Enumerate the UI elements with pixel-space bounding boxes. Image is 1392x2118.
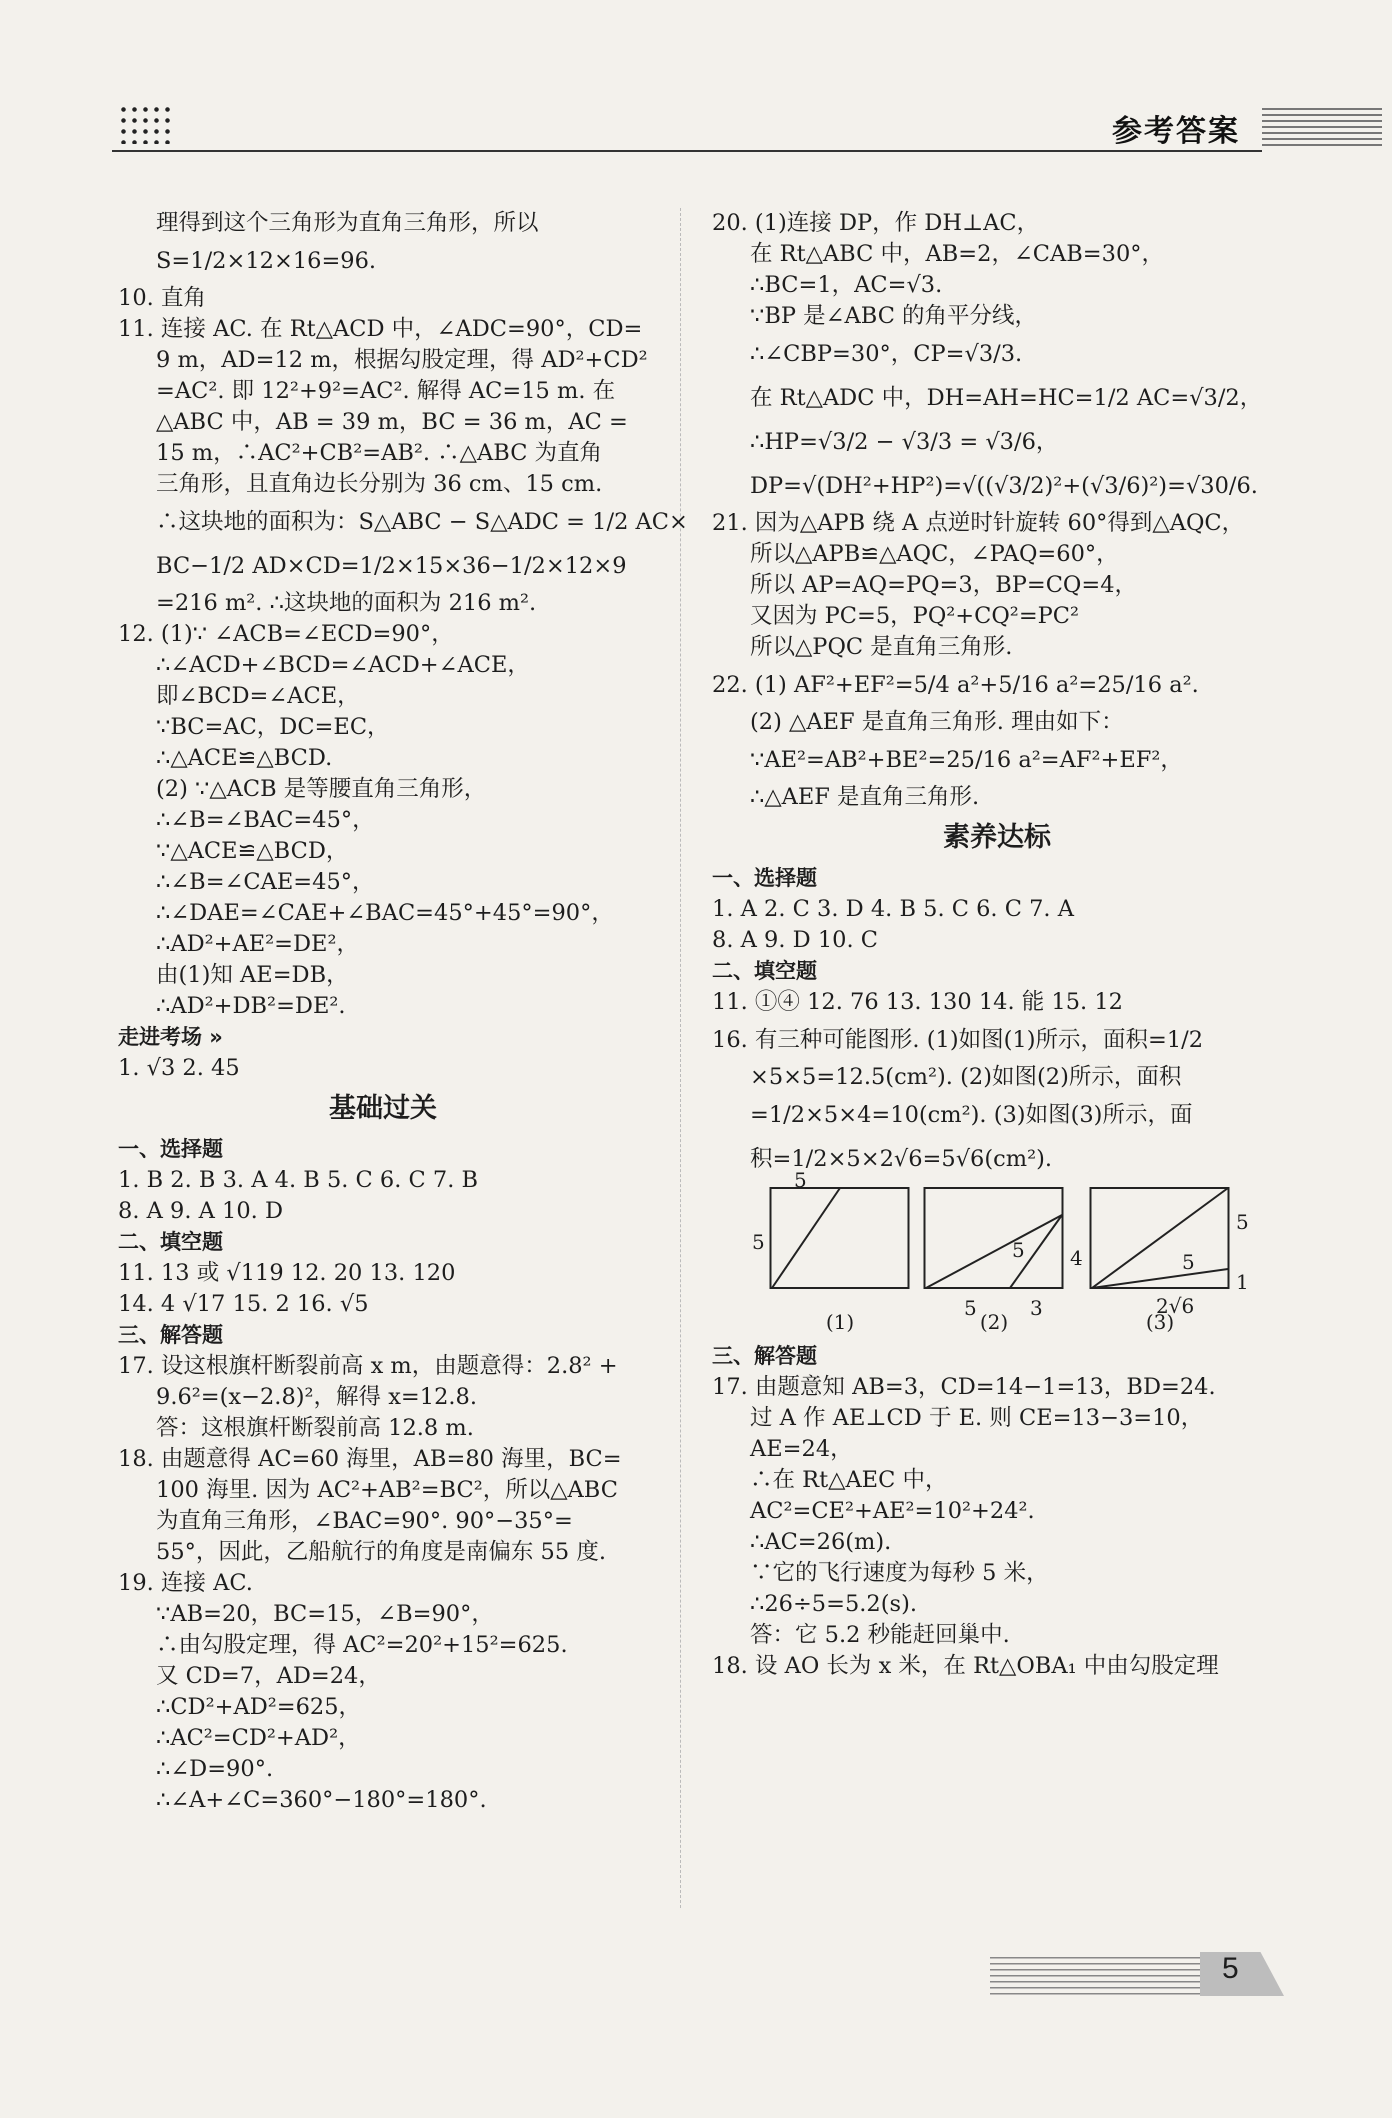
- answer-line: 即∠BCD=∠ACE，: [156, 683, 360, 709]
- answer-line: 由(1)知 AE=DB，: [156, 962, 349, 988]
- section-heading: 一、选择题: [712, 866, 817, 890]
- answer-line: =AC². 即 12²+9²=AC². 解得 AC=15 m. 在: [156, 378, 616, 404]
- answer-line: 又因为 PC=5，PQ²+CQ²=PC²: [750, 603, 1080, 629]
- answer-line: ∴AD²+AE²=DE²，: [156, 931, 360, 957]
- answer-line: 1. A 2. C 3. D 4. B 5. C 6. C 7. A: [712, 896, 1074, 922]
- answer-line: 8. A 9. A 10. D: [118, 1198, 284, 1224]
- answer-line: 9 m，AD=12 m，根据勾股定理，得 AD²+CD²: [156, 347, 648, 373]
- figure-1-caption: (1): [825, 1310, 855, 1334]
- section-title: 素养达标: [943, 822, 1051, 853]
- answer-line: ∴26÷5=5.2(s).: [750, 1591, 918, 1617]
- answer-line: =216 m². ∴这块地的面积为 216 m².: [156, 590, 537, 616]
- answer-line: ∵BP 是∠ABC 的角平分线，: [750, 303, 1038, 329]
- answer-line: △ABC 中，AB = 39 m，BC = 36 m，AC =: [156, 409, 628, 435]
- header-title: 参考答案: [1112, 114, 1240, 149]
- answer-line: 11. 连接 AC. 在 Rt△ACD 中，∠ADC=90°，CD=: [118, 316, 643, 342]
- answer-line: 8. A 9. D 10. C: [712, 927, 878, 953]
- answer-line: 在 Rt△ABC 中，AB=2，∠CAB=30°，: [750, 241, 1165, 267]
- left-column: [118, 208, 688, 1816]
- right-column: [712, 208, 1282, 1682]
- figure-3-drawing: [1090, 1187, 1230, 1292]
- answer-line: AE=24，: [750, 1436, 853, 1462]
- answer-line: 为直角三角形，∠BAC=90°. 90°−35°=: [156, 1508, 573, 1534]
- column-divider: [680, 208, 681, 1908]
- answer-line: 21. 因为△APB 绕 A 点逆时针旋转 60°得到△AQC，: [712, 510, 1245, 536]
- header-stripes-decoration: [1262, 108, 1382, 148]
- answer-line: DP=√(DH²+HP²)=√((√3/2)²+(√3/6)²)=√30/6.: [750, 473, 1258, 499]
- answer-line: 三角形，且直角边长分别为 36 cm、15 cm.: [156, 471, 603, 497]
- answer-line: ×5×5=12.5(cm²). (2)如图(2)所示，面积: [750, 1064, 1182, 1090]
- answer-line: 10. 直角: [118, 285, 206, 311]
- answer-line: 又 CD=7，AD=24，: [156, 1663, 381, 1689]
- figure-3-label-bottom: 2√6: [1156, 1294, 1195, 1318]
- answer-line: 11. 13 或 √119 12. 20 13. 120: [118, 1260, 456, 1286]
- answer-line: 1. B 2. B 3. A 4. B 5. C 6. C 7. B: [118, 1167, 479, 1193]
- answer-line: ∴∠ACD+∠BCD=∠ACD+∠ACE，: [156, 652, 530, 678]
- answer-line: ∵BC=AC，DC=EC，: [156, 714, 390, 740]
- section-heading: 一、选择题: [118, 1137, 223, 1161]
- answer-line: (2) ∵△ACB 是等腰直角三角形，: [156, 776, 487, 802]
- figure-1-drawing: [770, 1187, 910, 1292]
- answer-line: 19. 连接 AC.: [118, 1570, 253, 1596]
- answer-line: ∵△ACE≌△BCD，: [156, 838, 349, 864]
- figure-2-label-diagonal: 5: [1012, 1238, 1025, 1262]
- answer-line: ∵它的飞行速度为每秒 5 米，: [750, 1560, 1049, 1586]
- answer-line: 17. 由题意知 AB=3，CD=14−1=13，BD=24.: [712, 1374, 1216, 1400]
- right-column-part-a: [712, 208, 1282, 1181]
- answer-line: ∴AC=26(m).: [750, 1529, 892, 1555]
- answer-line: ∴AD²+DB²=DE².: [156, 993, 346, 1019]
- answer-line: 17. 设这根旗杆断裂前高 x m，由题意得：2.8² +: [118, 1353, 618, 1379]
- figure-2-drawing: [924, 1187, 1064, 1292]
- answer-line: 11. ①④ 12. 76 13. 130 14. 能 15. 12: [712, 989, 1123, 1015]
- answer-line: 所以△APB≌△AQC，∠PAQ=60°，: [750, 541, 1119, 567]
- header-dots-decoration: [118, 104, 174, 144]
- page-number: 5: [1222, 1952, 1239, 1985]
- section-heading: 三、解答题: [118, 1323, 223, 1347]
- answer-line: ∴△ACE≌△BCD.: [156, 745, 333, 771]
- section-heading: 二、填空题: [118, 1230, 223, 1254]
- answer-line: ∴∠B=∠BAC=45°，: [156, 807, 375, 833]
- answer-line: 15 m，∴AC²+CB²=AB². ∴△ABC 为直角: [156, 440, 603, 466]
- answer-line: ∵AE²=AB²+BE²=25/16 a²=AF²+EF²，: [750, 747, 1183, 773]
- answer-line: 16. 有三种可能图形. (1)如图(1)所示，面积=1/2: [712, 1027, 1204, 1053]
- answer-line: 过 A 作 AE⊥CD 于 E. 则 CE=13−3=10，: [750, 1405, 1204, 1431]
- section-heading: 三、解答题: [712, 1344, 817, 1368]
- answer-line: ∴△AEF 是直角三角形.: [750, 784, 980, 810]
- answer-line: ∵AB=20，BC=15，∠B=90°，: [156, 1601, 494, 1627]
- answer-line: 22. (1) AF²+EF²=5/4 a²+5/16 a²=25/16 a².: [712, 672, 1199, 698]
- figure-2-label-right: 4: [1070, 1246, 1083, 1270]
- answer-line: ∴∠B=∠CAE=45°，: [156, 869, 375, 895]
- footer-stripes-decoration: [990, 1957, 1200, 1997]
- answer-line: (2) △AEF 是直角三角形. 理由如下：: [750, 709, 1124, 735]
- answer-line: 18. 由题意得 AC=60 海里，AB=80 海里，BC=: [118, 1446, 622, 1472]
- answer-line: S=1/2×12×16=96.: [156, 248, 377, 274]
- figure-3-label-right-top: 5: [1236, 1210, 1249, 1234]
- answer-line: =1/2×5×4=10(cm²). (3)如图(3)所示，面: [750, 1102, 1193, 1128]
- figure-1-label-top: 5: [794, 1168, 807, 1192]
- figure-3: [1090, 1187, 1249, 1334]
- answer-line: 所以△PQC 是直角三角形.: [750, 634, 1013, 660]
- answer-line: ∴BC=1，AC=√3.: [750, 272, 943, 298]
- answer-line: 12. (1)∵ ∠ACB=∠ECD=90°，: [118, 621, 454, 647]
- answer-line: ∴∠A+∠C=360°−180°=180°.: [156, 1787, 487, 1813]
- section-heading: 二、填空题: [712, 959, 817, 983]
- figure-group: [712, 1168, 1282, 1337]
- answer-line: ∴这块地的面积为：S△ABC − S△ADC = 1/2 AC×: [156, 509, 688, 535]
- figure-2-label-bottom-right: 3: [1030, 1296, 1043, 1320]
- answer-line: ∴∠CBP=30°，CP=√3/3.: [750, 341, 1023, 367]
- answer-line: 14. 4 √17 15. 2 16. √5: [118, 1291, 369, 1317]
- answer-line: 1. √3 2. 45: [118, 1055, 240, 1081]
- section-title: 基础过关: [329, 1093, 437, 1124]
- answer-line: 所以 AP=AQ=PQ=3，BP=CQ=4，: [750, 572, 1138, 598]
- figure-1-label-left: 5: [752, 1230, 765, 1254]
- answer-line: ∴由勾股定理，得 AC²=20²+15²=625.: [156, 1632, 568, 1658]
- answer-line: ∴在 Rt△AEC 中，: [750, 1467, 948, 1493]
- answer-line: ∴AC²=CD²+AD²，: [156, 1725, 361, 1751]
- header-rule: [112, 150, 1262, 152]
- answer-line: 答：这根旗杆断裂前高 12.8 m.: [156, 1415, 474, 1441]
- answer-line: 答：它 5.2 秒能赶回巢中.: [750, 1622, 1010, 1648]
- figure-3-label-inner: 5: [1182, 1250, 1195, 1274]
- figure-1: [752, 1168, 910, 1334]
- answer-line: 积=1/2×5×2√6=5√6(cm²).: [750, 1146, 1053, 1172]
- figure-2: [924, 1187, 1083, 1334]
- answer-line: 55°，因此，乙船航行的角度是南偏东 55 度.: [156, 1539, 606, 1565]
- answer-line: ∴∠DAE=∠CAE+∠BAC=45°+45°=90°，: [156, 900, 614, 926]
- page-number-tab: [1200, 1952, 1284, 1996]
- right-column-part-b: [712, 1341, 1282, 1682]
- answer-line: ∴∠D=90°.: [156, 1756, 274, 1782]
- answer-line: 9.6²=(x−2.8)²，解得 x=12.8.: [156, 1384, 477, 1410]
- answer-line: 20. (1)连接 DP，作 DH⊥AC，: [712, 210, 1040, 236]
- answer-line: 理得到这个三角形为直角三角形，所以: [156, 210, 539, 236]
- figure-2-label-bottom-left: 5: [964, 1296, 977, 1320]
- answer-line: BC−1/2 AD×CD=1/2×15×36−1/2×12×9: [156, 553, 627, 579]
- answer-line: 18. 设 AO 长为 x 米，在 Rt△OBA₁ 中由勾股定理: [712, 1653, 1219, 1679]
- figure-2-caption: (2): [979, 1310, 1009, 1334]
- answer-line: ∴HP=√3/2 − √3/3 = √3/6，: [750, 429, 1059, 455]
- answer-line: AC²=CE²+AE²=10²+24².: [750, 1498, 1035, 1524]
- answer-line: ∴CD²+AD²=625，: [156, 1694, 362, 1720]
- answer-line: 在 Rt△ADC 中，DH=AH=HC=1/2 AC=√3/2，: [750, 385, 1263, 411]
- figure-3-label-right-bottom: 1: [1236, 1270, 1249, 1294]
- section-heading: 走进考场 »: [118, 1025, 223, 1049]
- figure-3-caption: (3): [1145, 1310, 1175, 1334]
- answer-line: 100 海里. 因为 AC²+AB²=BC²，所以△ABC: [156, 1477, 618, 1503]
